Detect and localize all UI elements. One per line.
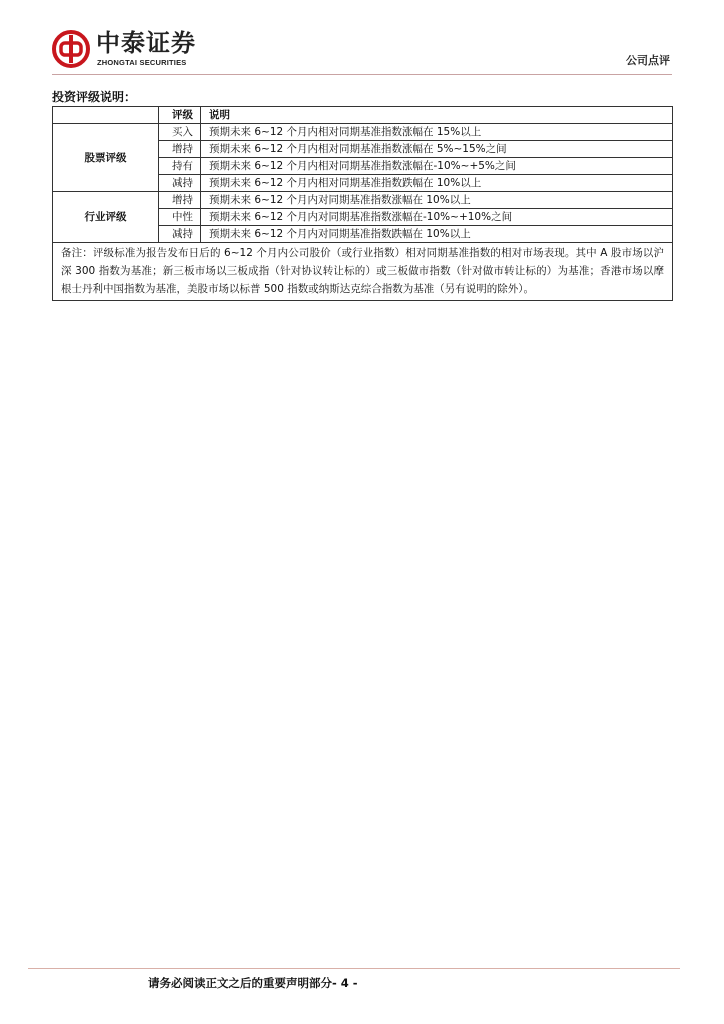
logo-chinese-name: 中泰证券 bbox=[96, 29, 196, 57]
rating-cell: 增持 bbox=[159, 141, 201, 158]
footer-notice: 请务必阅读正文之后的重要声明部分 bbox=[148, 976, 332, 990]
table-header-row bbox=[53, 107, 673, 124]
rating-explanation-table bbox=[52, 106, 673, 301]
document-type-label: 公司点评 bbox=[626, 54, 670, 67]
description-cell: 预期未来 6~12 个月内相对同期基准指数跌幅在 10%以上 bbox=[201, 175, 673, 192]
description-cell: 预期未来 6~12 个月内对同期基准指数跌幅在 10%以上 bbox=[201, 226, 673, 243]
footer-divider bbox=[28, 968, 680, 969]
section-title: 投资评级说明： bbox=[52, 90, 137, 104]
footer-disclaimer bbox=[148, 975, 358, 991]
rating-cell: 减持 bbox=[159, 226, 201, 243]
description-cell: 预期未来 6~12 个月内相对同期基准指数涨幅在-10%~+5%之间 bbox=[201, 158, 673, 175]
description-cell: 预期未来 6~12 个月内相对同期基准指数涨幅在 15%以上 bbox=[201, 124, 673, 141]
table-row bbox=[53, 124, 673, 141]
rating-cell: 持有 bbox=[159, 158, 201, 175]
company-logo bbox=[52, 28, 222, 72]
header-divider bbox=[52, 74, 672, 75]
table-header-blank bbox=[53, 107, 159, 124]
table-header-rating: 评级 bbox=[159, 107, 201, 124]
table-note: 备注：评级标准为报告发布日后的 6~12 个月内公司股价（或行业指数）相对同期基准指数的相对市场表现。其中 A 股市场以沪深 300 指数为基准；新三板市场以三板成指（针对协议转让标的）或三板做市指数（针对做市转让标的）为基准；香港市场以摩根士丹利中国指数为基准，美股市场以标普 500 指数或纳斯达克综合指数为基准（另有说明的除外）。 bbox=[53, 243, 673, 301]
description-cell: 预期未来 6~12 个月内相对同期基准指数涨幅在 5%~15%之间 bbox=[201, 141, 673, 158]
rating-cell: 买入 bbox=[159, 124, 201, 141]
description-cell: 预期未来 6~12 个月内对同期基准指数涨幅在-10%~+10%之间 bbox=[201, 209, 673, 226]
group-label-stock: 股票评级 bbox=[53, 124, 159, 192]
zhongtai-logo-icon bbox=[52, 30, 90, 68]
table-row bbox=[53, 192, 673, 209]
rating-cell: 减持 bbox=[159, 175, 201, 192]
rating-cell: 中性 bbox=[159, 209, 201, 226]
table-header-description: 说明 bbox=[201, 107, 673, 124]
table-note-row bbox=[53, 243, 673, 301]
logo-english-name: ZHONGTAI SECURITIES bbox=[97, 58, 187, 67]
page-number: - 4 - bbox=[332, 976, 358, 990]
rating-cell: 增持 bbox=[159, 192, 201, 209]
group-label-industry: 行业评级 bbox=[53, 192, 159, 243]
description-cell: 预期未来 6~12 个月内对同期基准指数涨幅在 10%以上 bbox=[201, 192, 673, 209]
